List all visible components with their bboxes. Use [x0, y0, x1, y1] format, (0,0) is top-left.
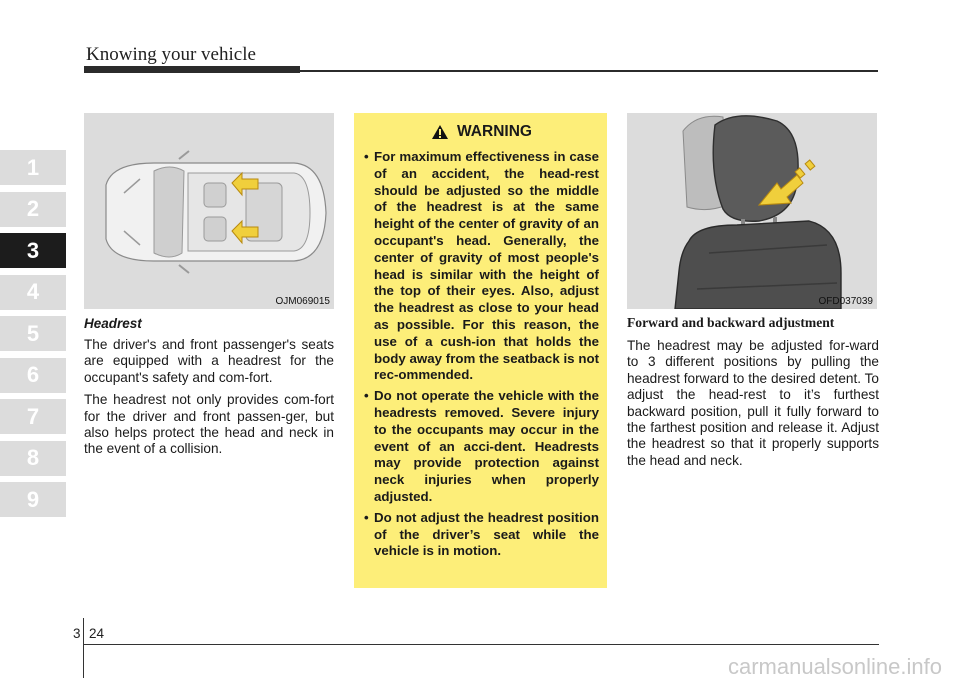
- warning-item: [364, 149, 599, 384]
- headrest-heading: Headrest: [84, 316, 142, 331]
- headrest-section: [84, 316, 334, 464]
- warning-item: [364, 510, 599, 560]
- chapter-tab-4[interactable]: 4: [0, 275, 66, 310]
- headrest-paragraph-1: The driver's and front passenger's seats are equipped with a headrest for the occupant's safety and com-fort.: [84, 337, 334, 385]
- warning-header: [364, 123, 599, 141]
- chapter-tab-3[interactable]: 3: [0, 233, 66, 268]
- chapter-tab-2[interactable]: 2: [0, 192, 66, 227]
- chapter-tab-7[interactable]: 7: [0, 399, 66, 434]
- adjustment-heading: Forward and backward adjustment: [627, 315, 835, 330]
- adjustment-paragraph: The headrest may be adjusted for-ward to 3 different positions by pulling the headrest forward to the desired detent. To adjust the head-rest to it’s furthest backward position, pull it fully forward to the farthest position and release it. Adjust the headrest so that it properly supports the head and neck.: [627, 338, 879, 468]
- headrest-adjust-figure: [627, 113, 877, 309]
- car-top-view-figure: [84, 113, 334, 309]
- footer-chapter-number: 3: [73, 626, 81, 641]
- warning-list: [364, 149, 599, 560]
- figure-code-right: OFD037039: [818, 296, 873, 307]
- adjustment-section: [627, 315, 879, 475]
- footer-page-number: 24: [89, 626, 105, 641]
- warning-triangle-icon: [431, 124, 449, 140]
- header-rule-thin: [300, 70, 878, 72]
- chapter-tab-6[interactable]: 6: [0, 358, 66, 393]
- warning-box: [354, 113, 607, 588]
- warning-item: [364, 388, 599, 506]
- figure-code-left: OJM069015: [275, 296, 330, 307]
- warning-title: WARNING: [457, 123, 532, 140]
- chapter-tab-1[interactable]: 1: [0, 150, 66, 185]
- bullet: •: [364, 509, 369, 525]
- headrest-paragraph-2: The headrest not only provides com-fort for the driver and front passen-ger, but also helps protect the head and neck in the event of a collision.: [84, 392, 334, 457]
- footer-rule-vertical: [83, 618, 84, 678]
- warning-item-text: Do not operate the vehicle with the headrests removed. Severe injury to the occupants may occur in the event of an acci-dent. Headrests may provide protection against neck injuries when properly adjusted.: [374, 388, 599, 504]
- warning-item-text: For maximum effectiveness in case of an accident, the head-rest should be adjusted so the middle of the headrest is at the same height of the center of gravity of an occupant's head. Generally, the center of gravity of most people's head is similar with the height of the top of their eyes. Also, adjust the headrest as close to your head as possible. For this reason, the use of a cush-ion that holds the body away from the seatback is not rec-ommended.: [374, 149, 599, 383]
- chapter-tab-5[interactable]: 5: [0, 316, 66, 351]
- bullet: •: [364, 388, 369, 404]
- header-rule-thick: [84, 66, 300, 73]
- footer-rule-horizontal: [83, 644, 879, 645]
- chapter-tab-8[interactable]: 8: [0, 441, 66, 476]
- car-top-view-illustration: [84, 113, 334, 309]
- warning-item-text: Do not adjust the headrest position of the driver’s seat while the vehicle is in motion.: [374, 509, 599, 559]
- header-title: Knowing your vehicle: [86, 44, 256, 65]
- bullet: •: [364, 149, 369, 164]
- chapter-tabs: [0, 150, 66, 524]
- seat-headrest-illustration: [627, 113, 877, 309]
- watermark: carmanualsonline.info: [727, 654, 942, 679]
- chapter-tab-9[interactable]: 9: [0, 482, 66, 517]
